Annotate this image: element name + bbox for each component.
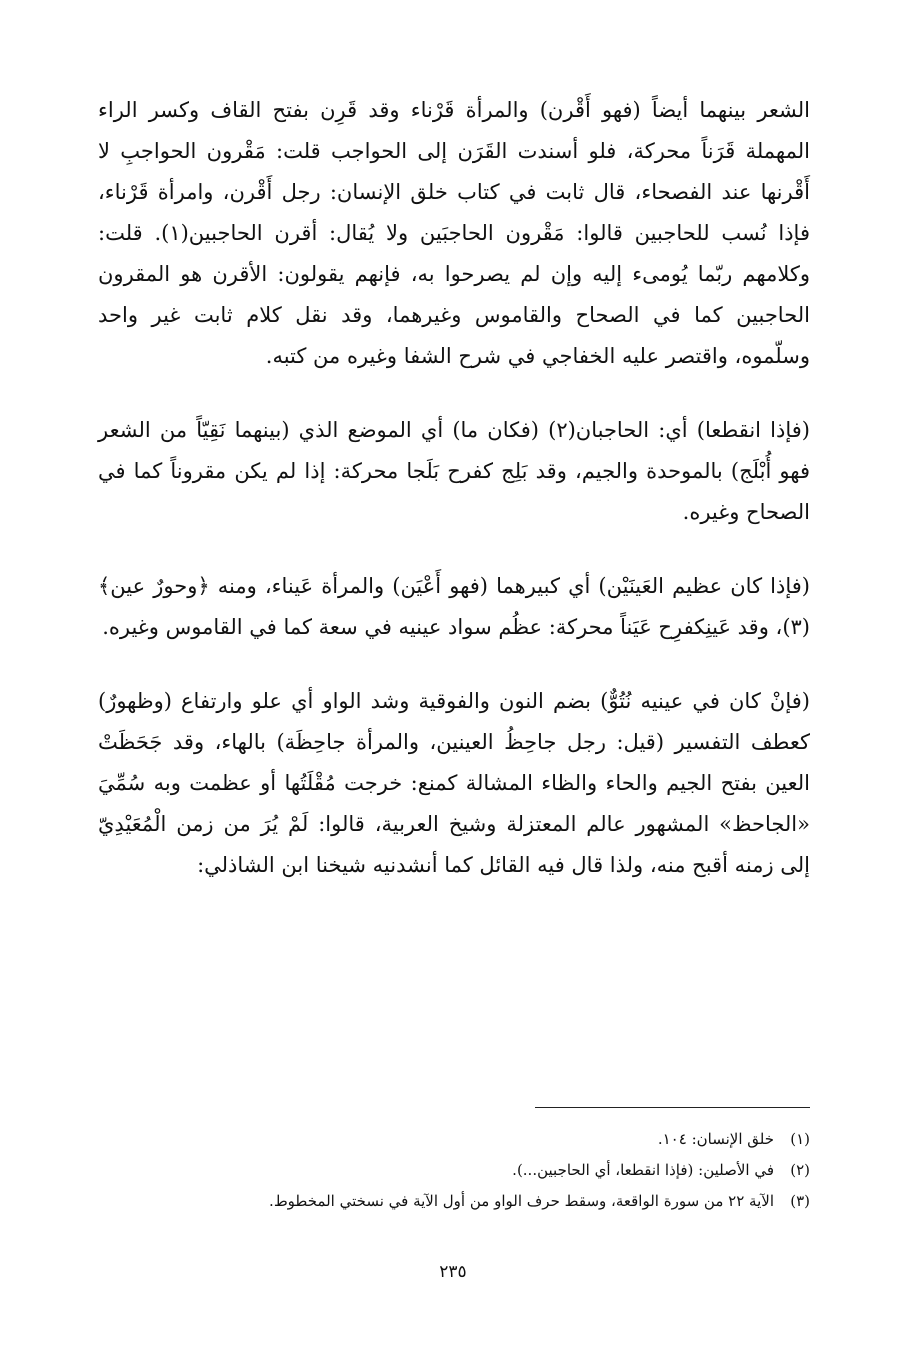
paragraph-2: (فإذا انقطعا) أي: الحاجبان(٢) (فكان ما) أي الموضع الذي (بينهما نَقِيّاً من الشعر فهو أُبْلَج) بالموحدة والجيم، وقد بَلِج كفرح بَلَجا محركة: إذا لم يكن مقروناً كما في الصحاح وغيره. [98, 418, 810, 524]
page-number: ٢٣٥ [439, 1262, 467, 1282]
footnote-divider [535, 1107, 810, 1108]
main-text [98, 90, 810, 886]
footnote-number: (٣) [790, 1192, 810, 1210]
footnote-2 [98, 1155, 810, 1186]
paragraph-3: (فإذا كان عظيم العَينَيْن) أي كبيرهما (فهو أَعْيَن) والمرأة عَيناء، ومنه ﴿وحورٌ عين﴾(٣)، وقد عَينِكفرِح عَيَناً محركة: عظُم سواد عينيه في سعة كما في القاموس وغيره. [98, 574, 810, 639]
footnote-text: خلق الإنسان: ١٠٤. [657, 1130, 774, 1148]
footnote-text: الآية ٢٢ من سورة الواقعة، وسقط حرف الواو من أول الآية في نسختي المخطوط. [269, 1192, 774, 1210]
footnote-3 [98, 1186, 810, 1217]
footnote-text: في الأصلين: (فإذا انقطعا، أي الحاجبين...). [512, 1161, 774, 1179]
footnote-number: (٢) [790, 1161, 810, 1179]
footnote-1 [98, 1124, 810, 1155]
paragraph-4: (فإنْ كان في عينيه نُتُوٌّ) بضم النون والفوقية وشد الواو أي علو وارتفاع (وظهورٌ) كعطف التفسير (قيل: رجل جاحِظُ العينين، والمرأة جاحِظَة) بالهاء، وقد جَحَظَتْ العين بفتح الجيم والحاء والظاء المشالة كمنع: خرجت مُقْلَتُها أو عظمت وبه سُمِّيَ «الجاحظ» المشهور عالم المعتزلة وشيخ العربية، قالوا: لَمْ يُرَ من زمن الْمُعَيْدِيّ إلى زمنه أقبح منه، ولذا قال فيه القائل كما أنشدنيه شيخنا ابن الشاذلي: [98, 689, 810, 877]
paragraph-1: الشعر بينهما أيضاً (فهو أَقْرن) والمرأة قَرْناء وقد قَرِن بفتح القاف وكسر الراء المهملة قَرَناً محركة، فلو أسندت القَرَن إلى الحواجب قلت: مَقْرون الحواجبِ لا أَقْرنها عند الفصحاء، قال ثابت في كتاب خلق الإنسان: رجل أَقْرن، وامرأة قَرْناء، فإذا نُسب للحاجبين قالوا: مَقْرون الحاجبَين ولا يُقال: أقرن الحاجبين(١). قلت: وكلامهم ربّما يُومىء إليه وإن لم يصرحوا به، فإنهم يقولون: الأقرن هو المقرون الحاجبين كما في الصحاح والقاموس وغيرهما، وقد نقل كلام ثابت غير واحد وسلّموه، واقتصر عليه الخفاجي في شرح الشفا وغيره من كتبه. [98, 98, 810, 368]
footnotes [98, 1124, 810, 1217]
footnote-number: (١) [790, 1130, 810, 1148]
